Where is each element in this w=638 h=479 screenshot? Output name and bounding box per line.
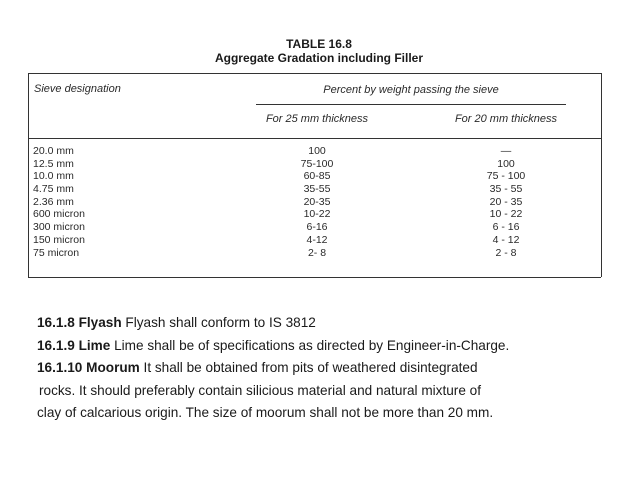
table-row bbox=[28, 234, 601, 247]
clause-keyword: Flyash bbox=[78, 315, 122, 330]
clause-text: Flyash shall conform to IS 3812 bbox=[121, 315, 316, 330]
cell-25mm: 10-22 bbox=[303, 208, 331, 221]
lime-paragraph bbox=[37, 335, 627, 358]
header-percent-passing: Percent by weight passing the sieve bbox=[323, 84, 499, 96]
cell-20mm: 20 - 35 bbox=[489, 195, 523, 208]
cell-sieve: 2.36 mm bbox=[33, 195, 74, 208]
table-row bbox=[28, 208, 601, 221]
table-frame-bottom bbox=[28, 277, 601, 278]
clause-keyword: Lime bbox=[78, 337, 111, 353]
cell-25mm: 100 bbox=[308, 145, 326, 157]
table-number: TABLE 16.8 bbox=[286, 37, 352, 51]
table-caption: Aggregate Gradation including Filler bbox=[214, 51, 424, 65]
moorum-paragraph-line-2: rocks. It should preferably contain silicious material and natural mixture of bbox=[39, 382, 482, 398]
moorum-paragraph-line-3: clay of calcarious origin. The size of moorum shall not be more than 20 mm. bbox=[37, 405, 494, 420]
clause-number: 16.1.8 bbox=[37, 315, 75, 330]
cell-20mm: 35 - 55 bbox=[489, 183, 523, 196]
cell-25mm: 75-100 bbox=[300, 157, 334, 170]
clause-text: It shall be obtained from pits of weathered disintegrated bbox=[139, 360, 478, 375]
cell-sieve: 600 micron bbox=[33, 208, 85, 221]
cell-sieve: 150 micron bbox=[33, 233, 85, 246]
clause-number: 16.1.9 bbox=[37, 337, 75, 353]
header-sieve-designation: Sieve designation bbox=[34, 83, 121, 95]
clause-number: 16.1.10 bbox=[37, 360, 83, 375]
cell-sieve: 10.0 mm bbox=[33, 170, 74, 183]
cell-20mm: 10 - 22 bbox=[489, 208, 523, 221]
clause-text: Lime shall be of specifications as directed by Engineer-in-Charge. bbox=[110, 337, 510, 353]
table-header-divider bbox=[28, 138, 601, 139]
specification-paragraphs bbox=[37, 312, 627, 425]
table-row bbox=[28, 183, 601, 196]
table-row bbox=[28, 247, 601, 260]
table-row bbox=[28, 196, 601, 209]
cell-20mm: 100 bbox=[497, 157, 515, 170]
header-20mm-thickness: For 20 mm thickness bbox=[454, 113, 558, 125]
table-row bbox=[28, 170, 601, 183]
cell-20mm: 4 - 12 bbox=[492, 233, 520, 246]
cell-25mm: 35-55 bbox=[303, 183, 331, 196]
table-row bbox=[28, 221, 601, 234]
cell-20mm: 75 - 100 bbox=[486, 170, 526, 183]
header-25mm-thickness: For 25 mm thickness bbox=[265, 113, 369, 125]
table-subheader-rule bbox=[256, 104, 566, 105]
cell-25mm: 6-16 bbox=[306, 221, 328, 234]
cell-20mm: — bbox=[500, 145, 512, 157]
table-row bbox=[28, 158, 601, 171]
table-body bbox=[28, 145, 601, 259]
cell-25mm: 2- 8 bbox=[307, 246, 327, 259]
cell-sieve: 4.75 mm bbox=[33, 183, 74, 196]
moorum-paragraph bbox=[37, 357, 627, 380]
cell-20mm: 2 - 8 bbox=[495, 246, 517, 259]
cell-sieve: 20.0 mm bbox=[33, 145, 74, 157]
table-frame-top bbox=[28, 73, 601, 74]
flyash-paragraph bbox=[37, 312, 627, 335]
cell-sieve: 75 micron bbox=[33, 246, 80, 259]
cell-25mm: 20-35 bbox=[303, 195, 331, 208]
clause-keyword: Moorum bbox=[86, 360, 140, 375]
table-row bbox=[28, 145, 601, 158]
cell-25mm: 60-85 bbox=[303, 170, 331, 183]
cell-sieve: 300 micron bbox=[33, 221, 85, 234]
table-frame-right bbox=[601, 73, 602, 277]
cell-25mm: 4-12 bbox=[306, 233, 328, 246]
cell-20mm: 6 - 16 bbox=[492, 221, 520, 234]
cell-sieve: 12.5 mm bbox=[33, 157, 74, 170]
